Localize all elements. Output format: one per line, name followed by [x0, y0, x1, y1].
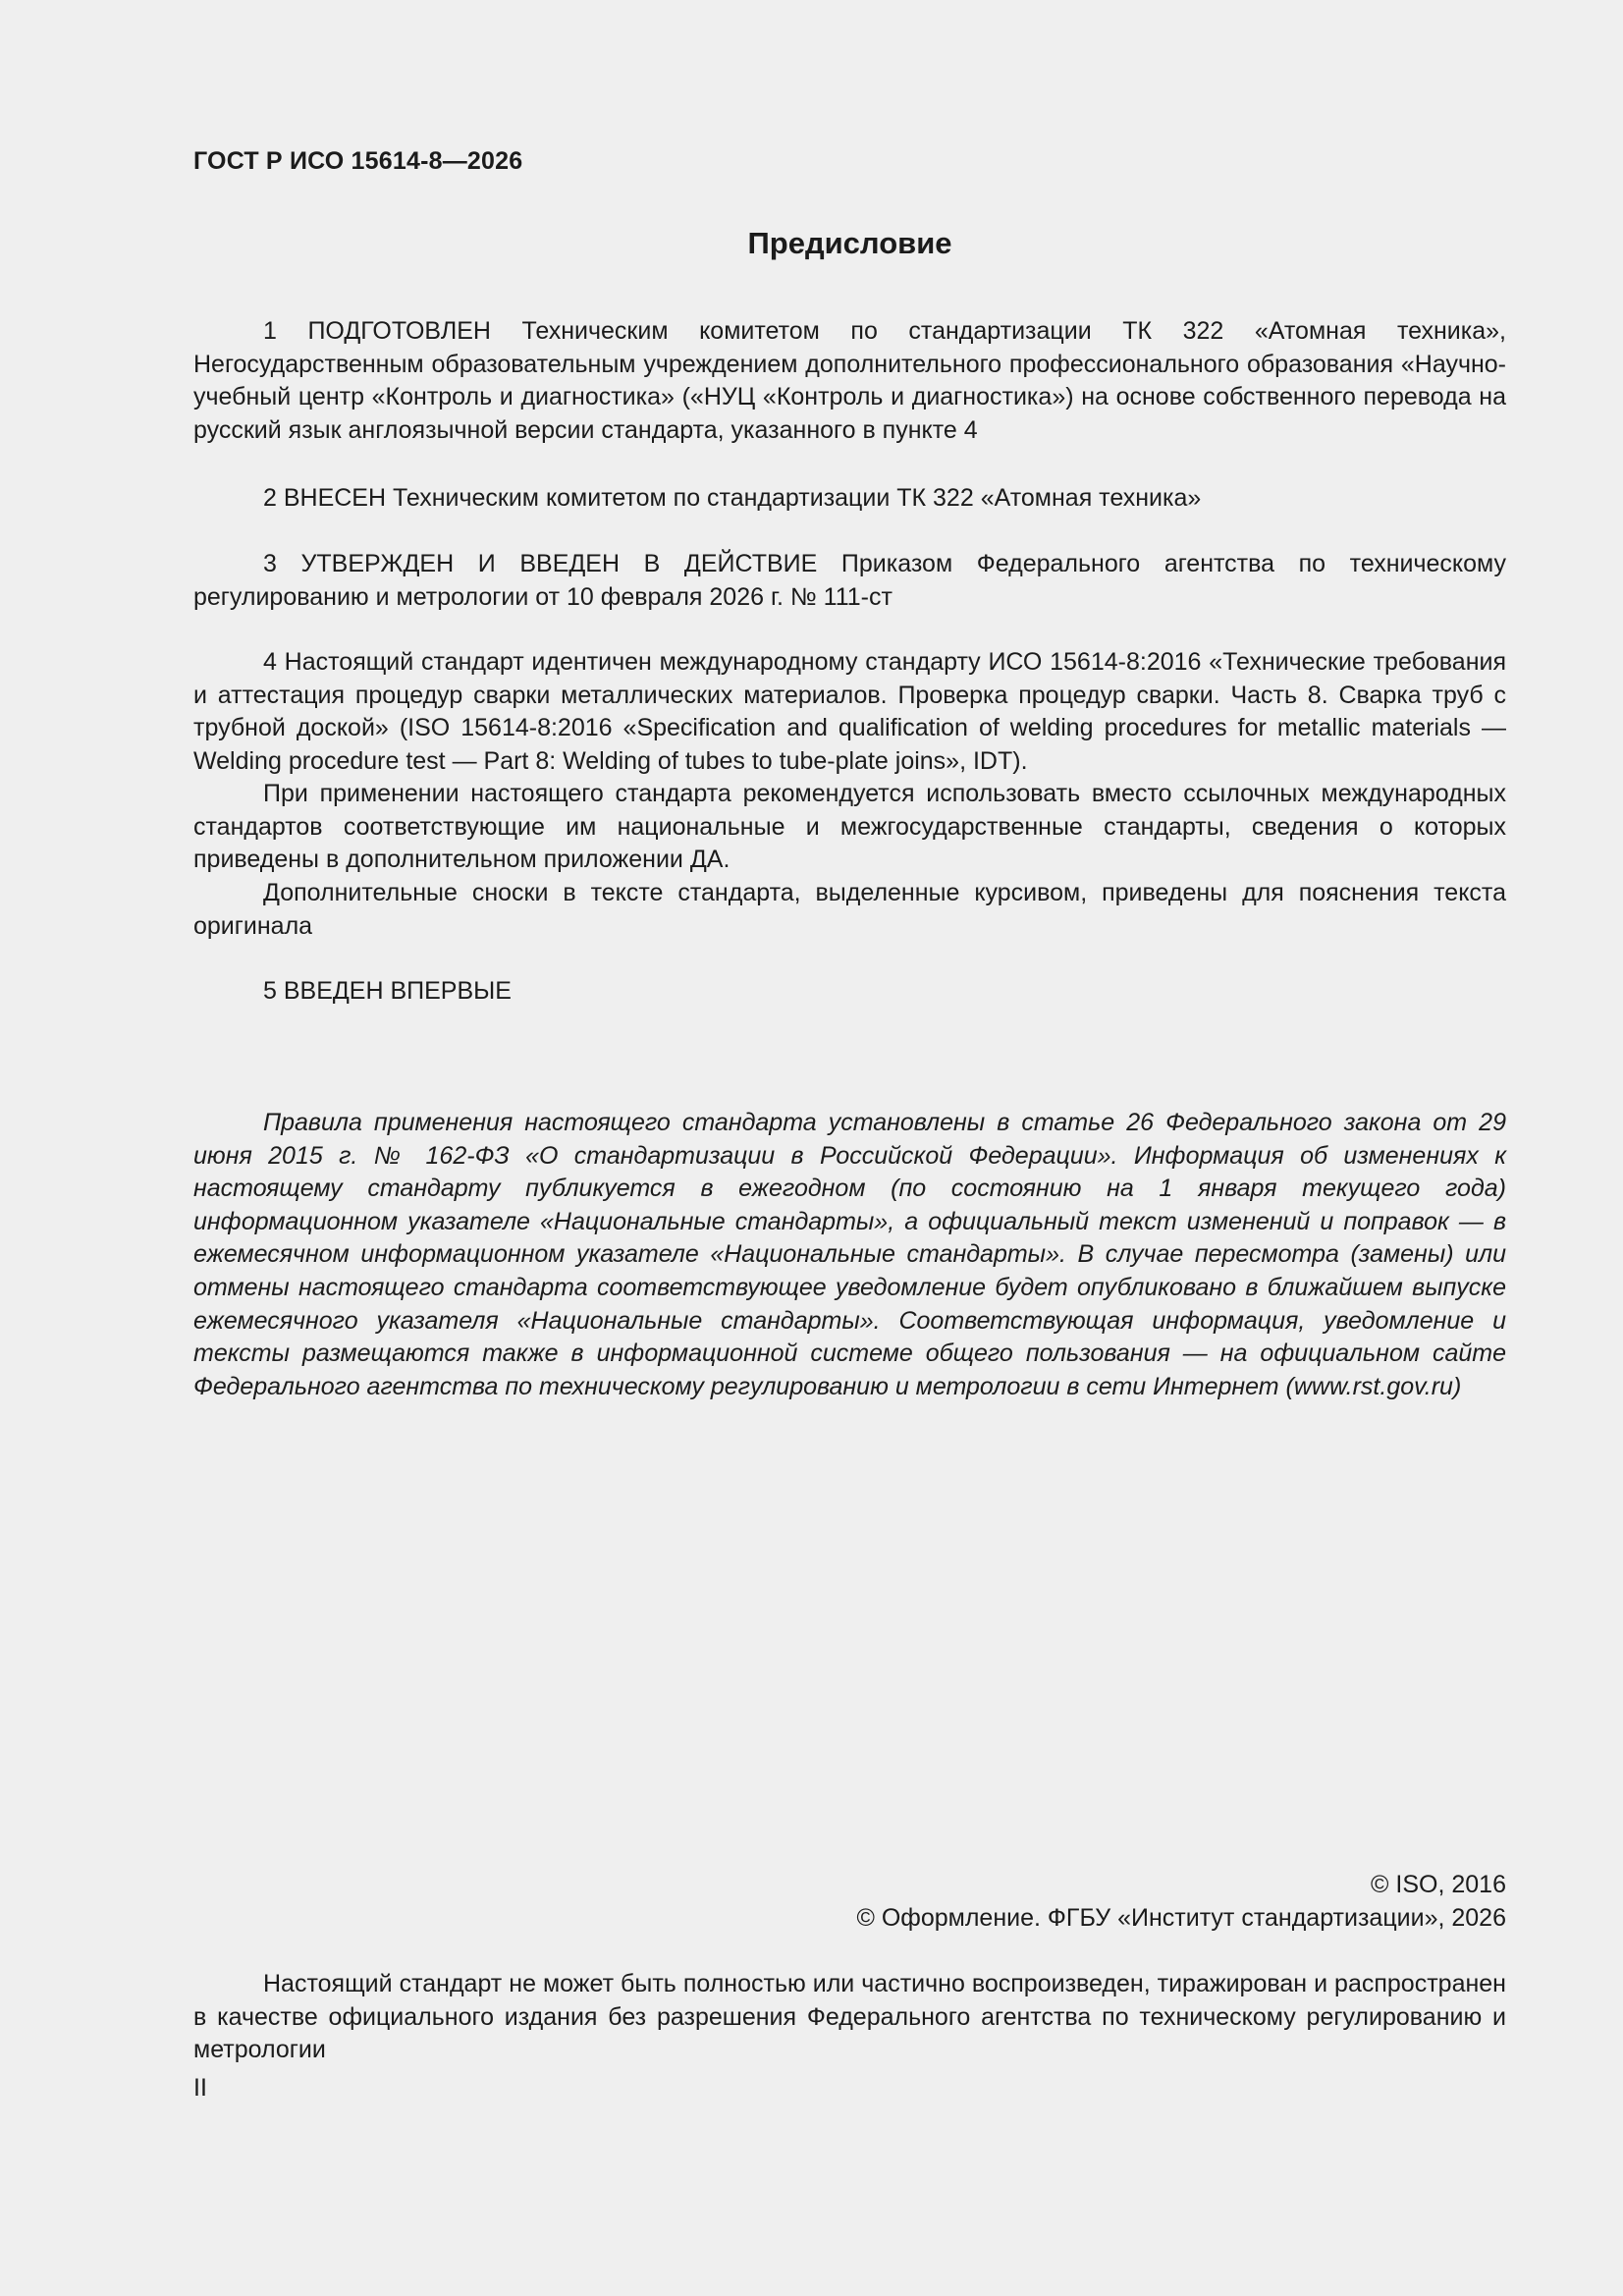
copyright-iso: © ISO, 2016: [1371, 1871, 1506, 1898]
foreword-item-2: 2 ВНЕСЕН Техническим комитетом по стандартизации ТК 322 «Атомная техника»: [263, 484, 1202, 512]
foreword-item-3: 3 УТВЕРЖДЕН И ВВЕДЕН В ДЕЙСТВИЕ Приказом Федерального агентства по техническому регулированию и метрологии от 10 февраля 2026 г. № 111-ст: [193, 550, 1506, 611]
document-code: ГОСТ Р ИСО 15614-8—2026: [193, 147, 523, 175]
foreword-item-1: 1 ПОДГОТОВЛЕН Техническим комитетом по стандартизации ТК 322 «Атомная техника», Негосударственным образовательным учреждением дополнительного профессионального образования «Научно-учебный центр «Контроль и диагностика» («НУЦ «Контроль и диагностика») на основе собственного перевода на русский язык англоязычной версии стандарта, указанного в пункте 4: [193, 317, 1506, 444]
foreword-item-4-note-2: Дополнительные сноски в тексте стандарта, выделенные курсивом, приведены для пояснения текста оригинала: [193, 879, 1506, 940]
foreword-item-5: 5 ВВЕДЕН ВПЕРВЫЕ: [263, 977, 512, 1005]
rules-of-application-text: Правила применения настоящего стандарта установлены в статье 26 Федерального закона от 29 июня 2015 г. № 162-ФЗ «О стандартизации в Российской Федерации». Информация об изменениях к настоящему стандарту публикуется в ежегодном (по состоянию на 1 января текущего года) информационном указателе «Национальные стандарты», а официальный текст изменений и поправок — в ежемесячном информационном указателе «Национальные стандарты». В случае пересмотра (замены) или отмены настоящего стандарта соответствующее уведомление будет опубликовано в ближайшем выпуске ежемесячного указателя «Национальные стандарты». Соответствующая информация, уведомление и тексты размещаются также в информационной системе общего пользования — на официальном сайте Федерального агентства по техническому регулированию и метрологии в сети Интернет (www.rst.gov.ru): [193, 1109, 1506, 1400]
page-title: Предисловие: [747, 226, 952, 260]
foreword-item-4-note-1: При применении настоящего стандарта рекомендуется использовать вместо ссылочных международных стандартов соответствующие им национальные и межгосударственные стандарты, сведения о которых приведены в дополнительном приложении ДА.: [193, 780, 1506, 874]
document-page: [193, 0, 1506, 2296]
page-number: II: [193, 2074, 207, 2102]
reproduction-notice: Настоящий стандарт не может быть полностью или частично воспроизведен, тиражирован и распространен в качестве официального издания без разрешения Федерального агентства по техническому регулированию и метрологии: [193, 1970, 1506, 2064]
copyright-design: © Оформление. ФГБУ «Институт стандартизации», 2026: [856, 1904, 1506, 1932]
foreword-item-4: 4 Настоящий стандарт идентичен международному стандарту ИСО 15614-8:2016 «Технические требования и аттестация процедур сварки металлических материалов. Проверка процедур сварки. Часть 8. Сварка труб с трубной доской» (ISO 15614-8:2016 «Specification and qualification of welding procedures for metallic materials — Welding procedure test — Part 8: Welding of tubes to tube-plate joins», IDT).: [193, 648, 1506, 775]
